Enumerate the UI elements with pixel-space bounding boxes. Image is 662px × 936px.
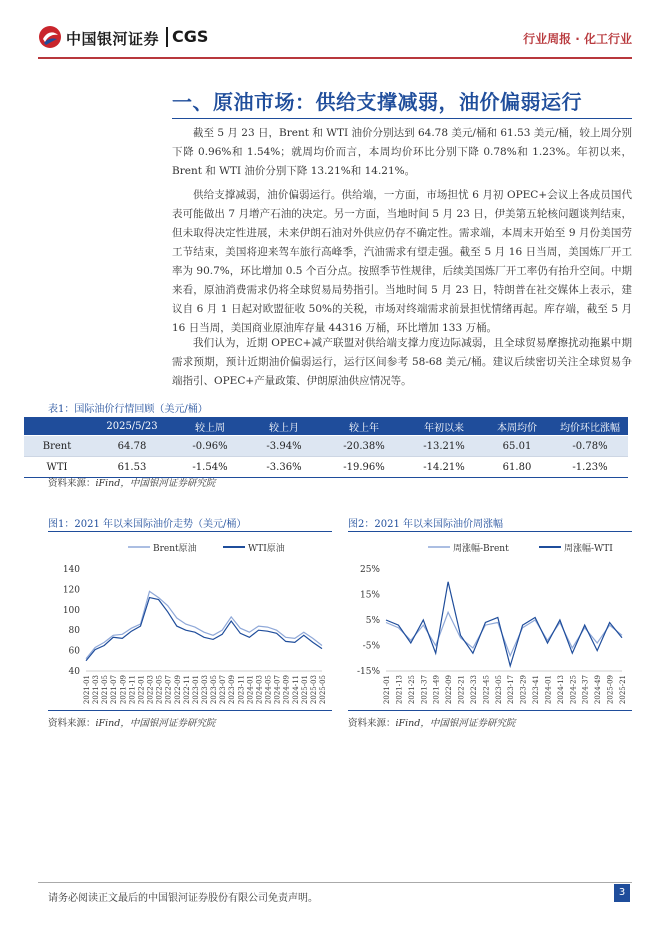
x-tick-label: 2024-25 — [569, 675, 578, 705]
x-tick-label: 2023-29 — [519, 675, 528, 705]
table-source — [48, 475, 215, 489]
figure2-rule — [348, 531, 632, 532]
x-tick-label: 2023-17 — [507, 675, 516, 705]
x-tick-label: 2022-09 — [173, 675, 182, 705]
y-tick-label: 100 — [62, 605, 80, 616]
series-line — [386, 582, 622, 666]
figure1-bottom-rule — [48, 710, 332, 711]
table-cell: -1.23% — [552, 457, 628, 478]
source-text: iFind，中国银河证券研究院 — [95, 718, 216, 729]
x-tick-label: 2023-03 — [201, 675, 209, 705]
table-cell: 64.78 — [90, 436, 174, 457]
table-cell: 61.53 — [90, 457, 174, 478]
figure2-caption: 图2：2021 年以来国际油价周涨幅 — [348, 519, 503, 530]
cgs-logo-icon — [38, 25, 62, 49]
x-tick-label: 2024-03 — [255, 675, 264, 705]
x-tick-label: 2021-01 — [383, 675, 391, 705]
x-tick-label: 2023-09 — [228, 675, 237, 705]
figure1-caption: 图1：2021 年以来国际油价走势（美元/桶） — [48, 519, 247, 530]
y-tick-label: 40 — [68, 667, 80, 677]
x-tick-label: 2023-05 — [494, 675, 503, 705]
table-cell: -3.94% — [246, 436, 322, 457]
x-tick-label: 2021-13 — [395, 675, 404, 705]
brand-name-cn: 中国银河证券 — [66, 30, 160, 48]
table-cell: -0.78% — [552, 436, 628, 457]
x-tick-label: 2024-11 — [291, 675, 300, 705]
table-header-row — [24, 417, 628, 436]
x-tick-label: 2021-07 — [110, 675, 119, 705]
x-tick-label: 2022-03 — [146, 675, 155, 705]
table-header-cell: 较上周 — [174, 417, 246, 436]
footer-disclaimer: 请务必阅读正文最后的中国银河证券股份有限公司免责声明。 — [48, 893, 318, 904]
table-cell: -19.96% — [322, 457, 406, 478]
section-title: 一、原油市场：供给支撑减弱，油价偏弱运行 — [172, 90, 582, 114]
x-tick-label: 2021-01 — [83, 675, 91, 705]
table-header-cell: 较上年 — [322, 417, 406, 436]
x-tick-label: 2021-11 — [128, 675, 137, 705]
legend-label: WTI原油 — [248, 544, 285, 554]
x-tick-label: 2023-01 — [191, 675, 200, 705]
x-tick-label: 2025-03 — [309, 675, 318, 705]
x-tick-label: 2021-37 — [420, 675, 429, 705]
source-label: 资料来源： — [48, 478, 96, 489]
section-title-rule — [172, 118, 632, 119]
y-tick-label: 140 — [62, 565, 80, 575]
series-line — [86, 591, 322, 658]
table-cell: -14.21% — [406, 457, 482, 478]
source-text: iFind，中国银河证券研究院 — [395, 718, 516, 729]
brand-divider — [166, 27, 168, 47]
table-header-cell: 本周均价 — [482, 417, 552, 436]
y-tick-label: 25% — [359, 565, 380, 575]
x-tick-label: 2023-05 — [210, 675, 219, 705]
table-cell: Brent — [24, 436, 90, 457]
table-cell: 61.80 — [482, 457, 552, 478]
x-tick-label: 2024-07 — [273, 675, 282, 705]
x-tick-label: 2022-11 — [182, 675, 191, 705]
x-tick-label: 2023-07 — [219, 675, 228, 705]
source-label: 资料来源： — [348, 718, 396, 729]
figure1-source — [48, 715, 215, 729]
brand-name-en: CGS — [172, 27, 209, 46]
figure2-source — [348, 715, 515, 729]
x-tick-label: 2025-09 — [606, 675, 615, 705]
table-header-cell: 较上月 — [246, 417, 322, 436]
table-header-cell — [24, 417, 90, 436]
x-tick-label: 2022-33 — [469, 675, 478, 705]
table-row — [24, 436, 628, 457]
y-tick-label: -5% — [362, 641, 380, 652]
x-tick-label: 2023-11 — [237, 675, 246, 705]
y-tick-label: 80 — [68, 626, 80, 637]
x-tick-label: 2024-13 — [556, 675, 565, 705]
source-text: iFind，中国银河证券研究院 — [95, 478, 216, 489]
paragraph-outlook: 我们认为，近期 OPEC+减产联盟对供给端支撑力度边际减弱，且全球贸易摩擦扰动拖累中期需求预期，预计近期油价偏弱运行，运行区间参考 58-68 美元/桶。建议后续密切关注全球贸易争端指引、OPEC+产量政策、伊朗原油供应情况等。 — [172, 337, 632, 387]
x-tick-label: 2022-21 — [457, 675, 466, 705]
y-tick-label: -15% — [356, 667, 380, 677]
y-tick-label: 60 — [68, 646, 80, 657]
x-tick-label: 2022-09 — [445, 675, 454, 705]
header-rule — [38, 57, 632, 59]
x-tick-label: 2023-41 — [532, 675, 541, 705]
x-tick-label: 2025-01 — [300, 675, 309, 705]
x-tick-label: 2021-03 — [92, 675, 101, 705]
legend-label: 周涨幅-WTI — [564, 544, 613, 554]
x-tick-label: 2021-49 — [432, 675, 441, 705]
report-category: 行业周报 · 化工行业 — [523, 32, 632, 46]
oil-price-trend-chart — [48, 535, 332, 707]
paragraph-prices: 截至 5 月 23 日，Brent 和 WTI 油价分别达到 64.78 美元/桶和 61.53 美元/桶，较上周分别下降 0.96%和 1.54%；就周均价而言，本周均价环比分别下降 0.78%和 1.23%。年初以来，Brent 和 WTI 油价分别下降 13.21%和 14.21%。 — [172, 127, 632, 177]
oil-weekly-change-chart — [348, 535, 632, 707]
x-tick-label: 2025-21 — [619, 675, 627, 705]
table-cell: -20.38% — [322, 436, 406, 457]
legend-label: 周涨幅-Brent — [453, 544, 509, 554]
x-tick-label: 2024-01 — [544, 675, 553, 705]
table-header-cell: 均价环比涨幅 — [552, 417, 628, 436]
series-line — [386, 612, 622, 655]
x-tick-label: 2021-09 — [119, 675, 128, 705]
y-tick-label: 5% — [365, 616, 380, 626]
table-cell: -3.36% — [246, 457, 322, 478]
table-cell: WTI — [24, 457, 90, 478]
y-tick-label: 120 — [62, 585, 80, 596]
x-tick-label: 2024-49 — [594, 675, 603, 705]
table-cell: -1.54% — [174, 457, 246, 478]
x-tick-label: 2022-07 — [164, 675, 173, 705]
paragraph-supply-demand: 供给支撑减弱，油价偏弱运行。供给端，一方面，市场担忧 6 月初 OPEC+会议上各成员国代表可能做出 7 月增产石油的决定。另一方面，当地时间 5 月 23 日，伊美第五轮核问题谈判结束，但未取得决定性进展，未来伊朗石油对外供应仍存不确定性。需求端，本周末开始至 9 月份美国劳工节结束，美国将迎来驾车旅行高峰季，汽油需求有望走强。截至 5 月 16 日当周，美国炼厂开工率为 90.7%，环比增加 0.5 个百分点。按照季节性规律，后续美国炼厂开工率仍有抬升空间。中期来看，原油消费需求仍将全球贸易局势指引。当地时间 5 月 23 日，特朗普在社交媒体上表示，建议自 6 月 1 日起对欧盟征收 50%的关税，市场对终端需求前景担忧情绪再起。库存端，截至 5 月 16 日当周，美国商业原油库存量 44316 万桶，环比增加 133 万桶。 — [172, 189, 632, 334]
table-header-cell: 年初以来 — [406, 417, 482, 436]
table-header-cell: 2025/5/23 — [90, 417, 174, 436]
legend-label: Brent原油 — [153, 544, 197, 554]
x-tick-label: 2025-05 — [319, 675, 327, 705]
x-tick-label: 2022-45 — [482, 675, 491, 705]
oil-price-table — [24, 417, 628, 478]
figure2-bottom-rule — [348, 710, 632, 711]
table-caption: 表1：国际油价行情回顾（美元/桶） — [48, 404, 208, 415]
x-tick-label: 2024-37 — [581, 675, 590, 705]
x-tick-label: 2021-05 — [101, 675, 110, 705]
page-number: 3 — [614, 884, 630, 902]
table-cell: -0.96% — [174, 436, 246, 457]
x-tick-label: 2024-09 — [282, 675, 291, 705]
x-tick-label: 2022-01 — [137, 675, 146, 705]
table-cell: -13.21% — [406, 436, 482, 457]
table-cell: 65.01 — [482, 436, 552, 457]
series-line — [86, 598, 322, 661]
footer-rule — [38, 882, 632, 883]
source-label: 资料来源： — [48, 718, 96, 729]
x-tick-label: 2021-25 — [407, 675, 416, 705]
x-tick-label: 2024-01 — [246, 675, 255, 705]
figure1-rule — [48, 531, 332, 532]
x-tick-label: 2024-05 — [264, 675, 273, 705]
y-tick-label: 15% — [359, 590, 380, 601]
x-tick-label: 2022-05 — [155, 675, 164, 705]
